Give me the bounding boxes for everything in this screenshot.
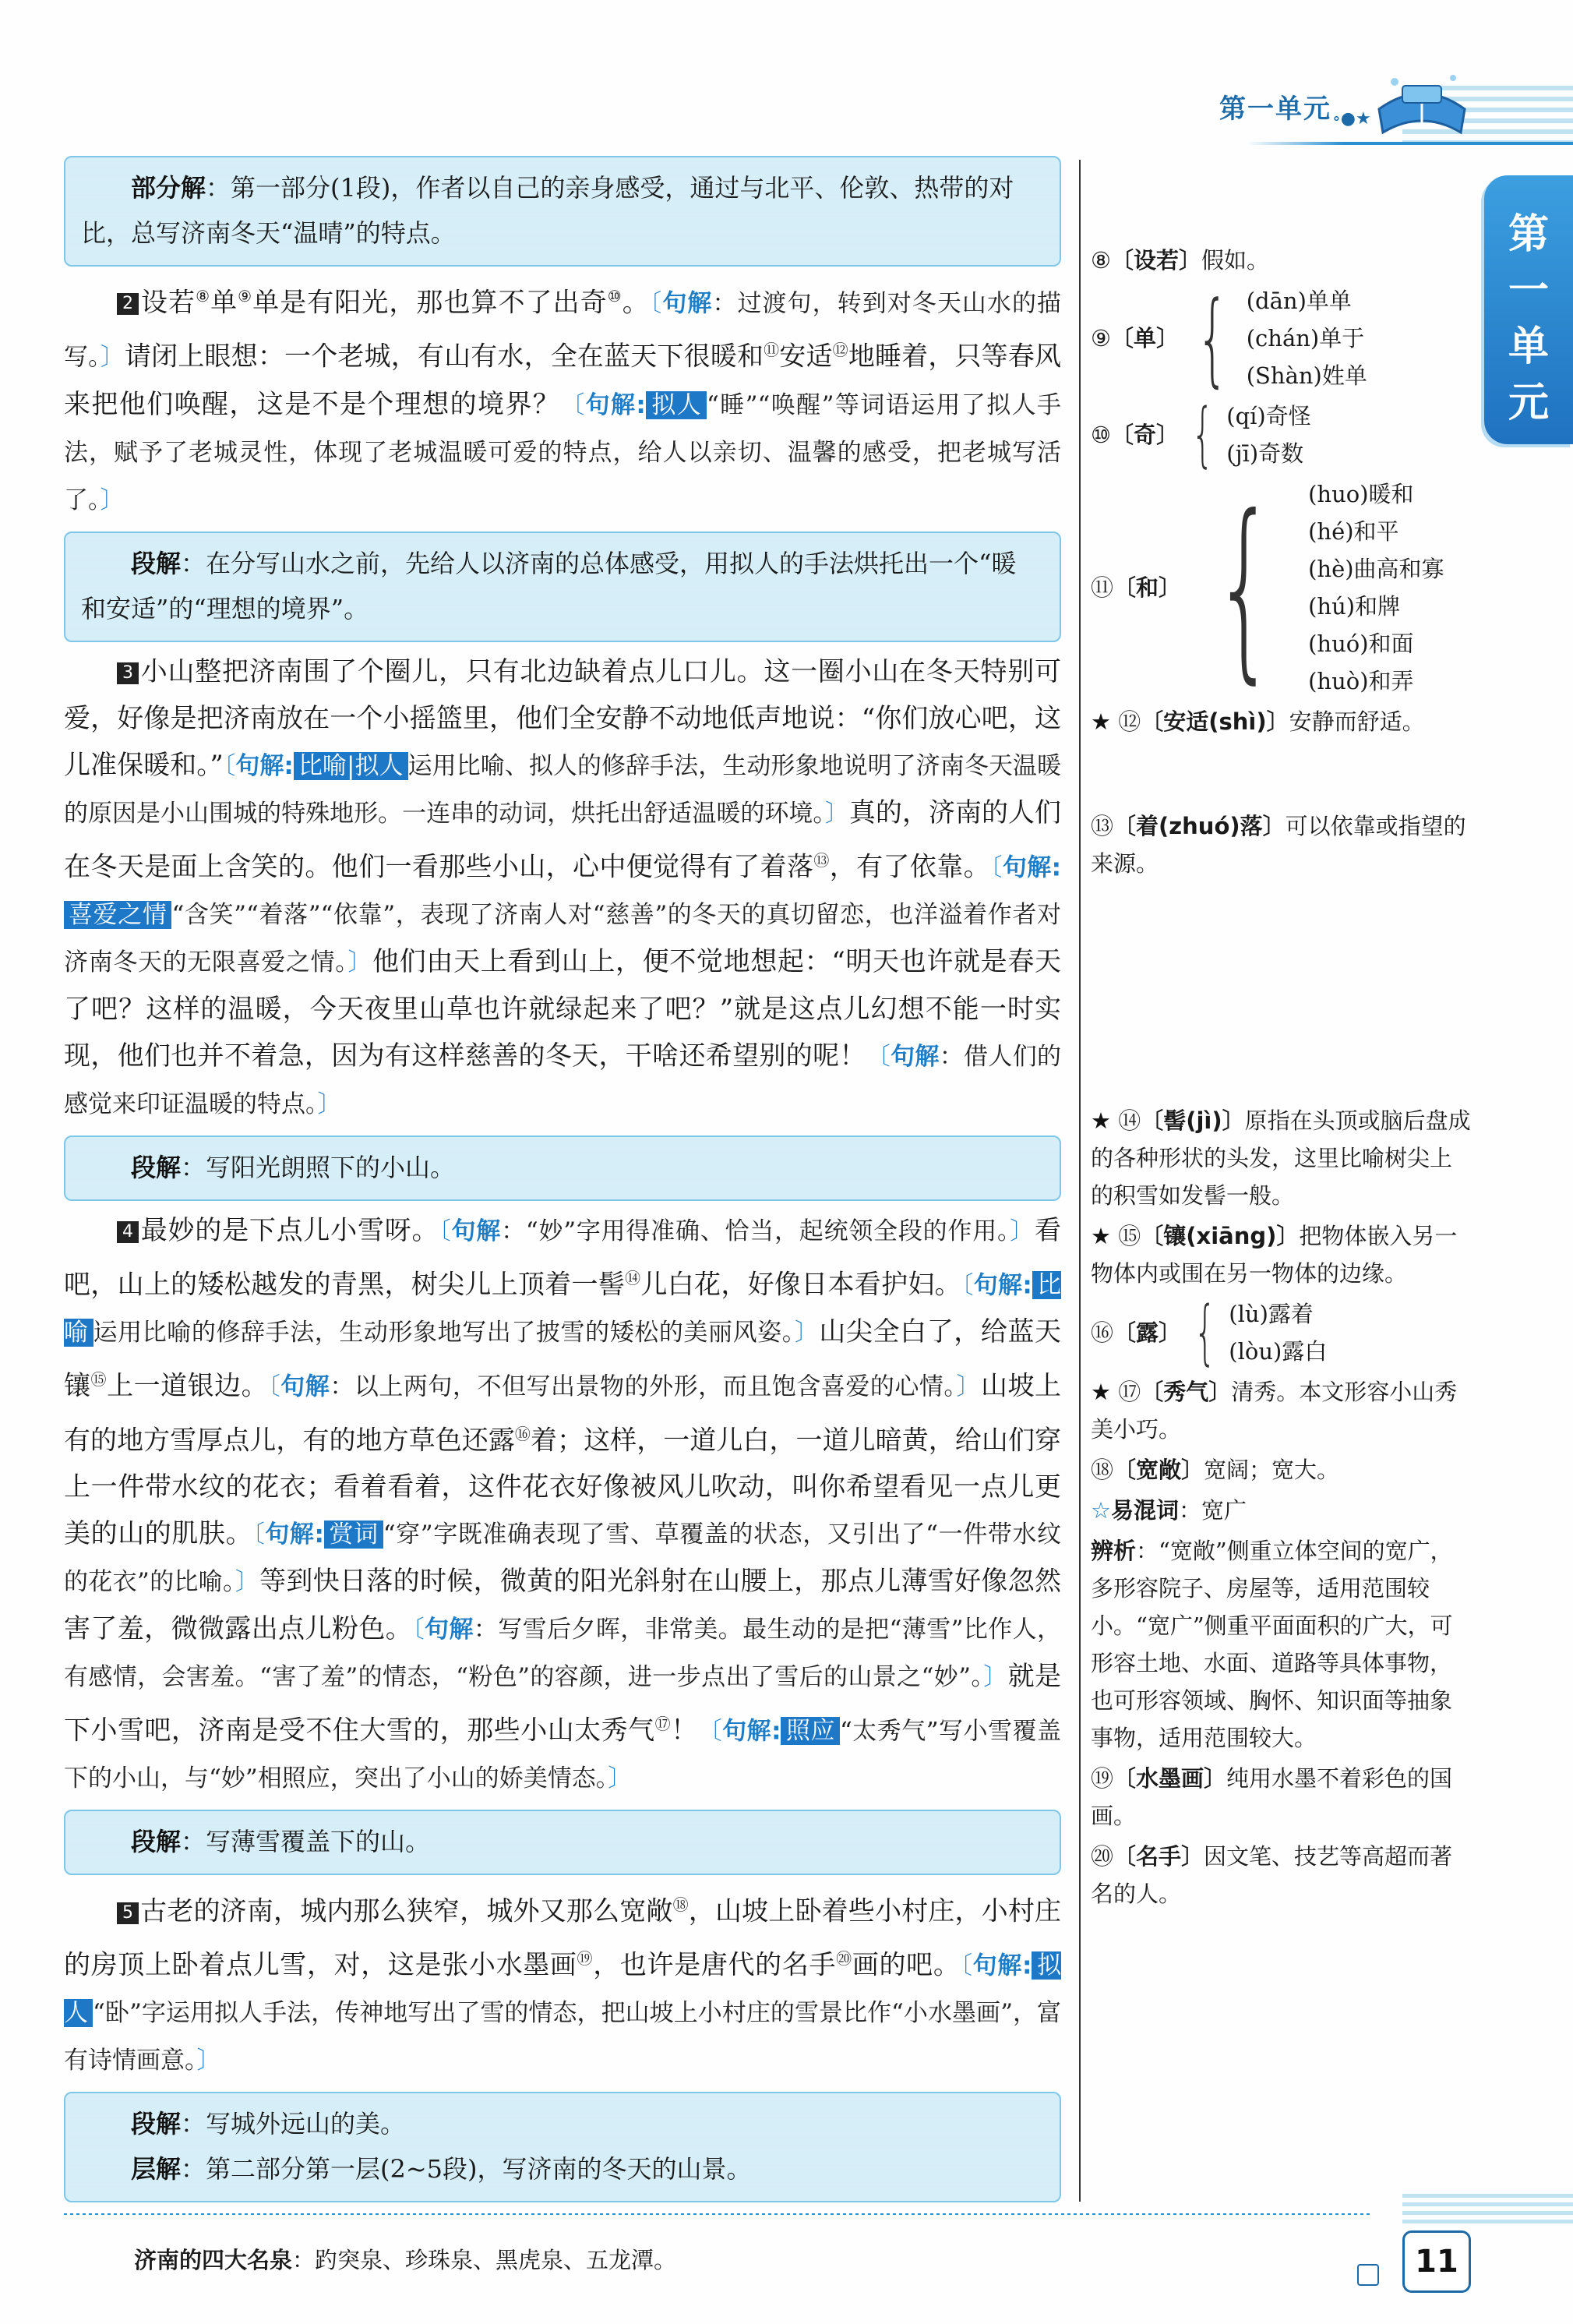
page-number: 11 [1402, 2230, 1471, 2293]
paragraph-number: 3 [117, 662, 139, 684]
reading-item: (hú)和牌 [1308, 593, 1401, 620]
hollow-star-icon: ☆ [1091, 1497, 1111, 1524]
paragraph-number: 2 [117, 293, 139, 315]
reading-item: (dān)单单 [1246, 288, 1352, 314]
main-text-column [64, 156, 1061, 2209]
annotation-label: 句解 [451, 1217, 502, 1245]
reading-item: (chán)单于 [1246, 325, 1365, 351]
unit-title: 第一单元 [1219, 94, 1331, 125]
vocabulary-notes [1091, 242, 1472, 1916]
note-9 [1091, 279, 1472, 397]
technique-tag: 拟人 [646, 391, 707, 419]
note-20 [1091, 1838, 1472, 1913]
confusable-word [1091, 1492, 1472, 1529]
annotation-label: 句解 [235, 751, 284, 780]
note-index: ⑮ [1118, 1223, 1141, 1249]
page-marker-icon [1357, 2264, 1379, 2286]
annotation-label: 句解 [662, 289, 713, 318]
note-index: ⑧ [1091, 247, 1111, 274]
paragraph-number: 5 [117, 1902, 139, 1924]
brace-icon: { [1213, 474, 1276, 701]
paragraph-number: 4 [117, 1221, 139, 1243]
footnote-ref[interactable]: ⑱ [672, 1895, 689, 1915]
text: 着；这样，一道儿白，一道儿暗黄，给山们穿上一件带水纹的花衣；看着看着，这件花衣好像被风儿吹动，叫你希望看见一点儿更美的山的肌肤。 [64, 1424, 1062, 1549]
paragraph-analysis-box [64, 1810, 1061, 1875]
footnote-ref[interactable]: ⑭ [625, 1268, 641, 1287]
sentence-annotation: 〔句解：写雪后夕晖，非常美。最生动的是把“薄雪”比作人，有感情，会害羞。“害了羞”的情态，“粉色”的容颜，进一步点出了雪后的山景之“妙”。〕 [64, 1615, 1062, 1691]
note-label: 易混词 [1111, 1497, 1180, 1524]
note-word: 〔髻(jì)〕 [1141, 1107, 1245, 1134]
text: 儿白花，好像日本看护妇。 [640, 1269, 961, 1301]
footnote-ref[interactable]: ⑮ [90, 1370, 108, 1390]
note-index: ⑨ [1091, 325, 1111, 351]
side-tab-label: 第一单元 [1508, 211, 1549, 426]
sentence-annotation: 〔句解: 比喻 运用比喻的修辞手法，生动形象地写出了披雪的矮松的美丽风姿。〕 [64, 1271, 1062, 1347]
annotation-text: ：以上两句，不但写出景物的外形，而且饱含喜爱的心情。 [330, 1372, 957, 1401]
footnote-ref[interactable]: ⑰ [654, 1714, 672, 1733]
technique-tag: 照应 [781, 1717, 839, 1745]
annotation-text: “穿”字既准确表现了雪、草覆盖的状态，又引出了“一件带水纹的花衣”的比喻。 [64, 1520, 1062, 1596]
box-label: 段解 [131, 1152, 182, 1182]
star-icon: ★ [1091, 1379, 1111, 1405]
annotation-text: “太秀气”写小雪覆盖下的小山，与“妙”相照应，突出了小山的娇美情态。 [64, 1717, 1061, 1793]
note-index: ⑪ [1091, 574, 1114, 601]
box-text: ：写城外远山的美。 [181, 2108, 406, 2139]
text: ，有了依靠。 [829, 850, 990, 882]
text: 地睡着，只等春风来把他们唤醒，这是不是个理想的境界？ [64, 341, 1062, 420]
box-text: ：写薄雪覆盖下的山。 [181, 1827, 431, 1857]
reading-item: (huó)和面 [1308, 630, 1414, 657]
footnote-ref[interactable]: ⑯ [514, 1424, 531, 1443]
note-10 [1091, 394, 1472, 475]
reading-item: (huò)和弄 [1308, 668, 1414, 694]
box-label: 段解 [131, 548, 182, 578]
annotation-text: ：借人们的感觉来印证温暖的特点。 [64, 1042, 1062, 1118]
sentence-annotation: 〔句解：“妙”字用得准确、恰当，起统领全段的作用。〕 [439, 1217, 1035, 1245]
word-analysis [1091, 1532, 1472, 1757]
sentence-annotation: 〔句解：以上两句，不但写出景物的外形，而且饱含喜爱的心情。〕 [268, 1372, 981, 1401]
note-8 [1091, 242, 1472, 279]
part-analysis-box [64, 156, 1061, 267]
note-text: 原指在头顶或脑后盘成的各种形状的头发，这里比喻树尖上的积雪如发髻一般。 [1091, 1107, 1471, 1209]
note-word: 〔单〕 [1111, 325, 1180, 351]
annotation-label: 句解 [265, 1520, 315, 1549]
text: 山尖全白了，给蓝天镶 [64, 1316, 1062, 1402]
footnote-ref[interactable]: ⑲ [577, 1948, 594, 1968]
box-label: 段解 [131, 2108, 182, 2139]
note-text: ：“宽敞”侧重立体空间的宽广，多形容院子、房屋等，适用范围较小。“宽广”侧重平面面积的广大，可形容土地、水面、道路等具体事物，也可形容领域、胸怀、知识面等抽象事物，适用范围较大。 [1091, 1538, 1453, 1751]
paragraph-3 [64, 648, 1061, 1128]
note-word: 〔奇〕 [1111, 422, 1180, 448]
text: 画的吧。 [852, 1948, 961, 1980]
note-word: 〔宽敞〕 [1113, 1457, 1204, 1483]
text: ！ [671, 1715, 698, 1747]
note-text: ：宽广 [1179, 1497, 1247, 1524]
text: 安适 [779, 341, 833, 373]
note-index: ⑯ [1091, 1319, 1114, 1346]
box-row [81, 2101, 1038, 2146]
text: 单 [210, 287, 238, 319]
note-index: ⑭ [1118, 1107, 1141, 1134]
note-text: 安静而舒适。 [1289, 708, 1425, 735]
text: 。 [622, 287, 650, 319]
note-11 [1091, 475, 1472, 700]
footnote-ref[interactable]: ⑨ [238, 287, 253, 306]
reading-item: (hè)曲高和寡 [1308, 556, 1444, 582]
paragraph-analysis-box [64, 532, 1061, 642]
note-15 [1091, 1217, 1472, 1292]
header-dots: ∘●★ [1332, 109, 1371, 129]
box-text: ：第二部分第一层(2~5段)，写济南的冬天的山景。 [181, 2153, 752, 2184]
text: 最妙的是下点儿小雪呀。 [140, 1214, 439, 1246]
note-text: 可以依靠或指望的来源。 [1091, 813, 1466, 877]
note-index: ⑫ [1118, 708, 1141, 735]
box-label: 部分解 [131, 173, 206, 203]
reading-item: (lòu)露白 [1229, 1338, 1328, 1365]
note-index: ⑬ [1091, 813, 1114, 839]
text: 他们由天上看到山上，便不觉地想起：“明天也许就是春天了吧？这样的温暖，今天夜里山草也许就绿起来了吧？”就是这点儿幻想不能一时实现，他们也并不着急，因为有这样慈善的冬天，干啥还希望别的呢！ [64, 945, 1062, 1072]
reading-item: (Shàn)姓单 [1246, 362, 1367, 389]
annotation-text: 运用比喻的修辞手法，生动形象地写出了披雪的矮松的美丽风姿。 [93, 1319, 795, 1347]
box-label: 段解 [131, 1827, 182, 1857]
unit-side-tab[interactable] [1484, 175, 1573, 444]
box-text: ：第一部分(1段)，作者以自己的亲身感受，通过与北平、伦敦、热带的对比，总写济南冬天“温晴”的特点。 [81, 173, 1014, 248]
note-word: 〔镶(xiāng)〕 [1141, 1223, 1300, 1249]
reading-item: (hé)和平 [1308, 518, 1399, 545]
footnote-ref[interactable]: ⑪ [764, 341, 780, 360]
note-14 [1091, 1102, 1472, 1214]
footer-rule [64, 2213, 1373, 2215]
annotation-text: ：过渡句，转到对冬天山水的描写。 [64, 289, 1062, 372]
annotation-label: 句解 [280, 1372, 330, 1401]
text: 小山整把济南围了个圈儿，只有北边缺着点儿口儿。这一圈小山在冬天特别可爱，好像是把济南放在一个小摇篮里，他们全安静不动地低声地说：“你们放心吧，这儿准保暖和。” [64, 655, 1061, 781]
note-index: ⑩ [1091, 422, 1111, 448]
footnote-ref[interactable]: ⑬ [813, 850, 830, 870]
sentence-annotation: 〔句解: 照应 “太秀气”写小雪覆盖下的小山，与“妙”相照应，突出了小山的娇美情态。〕 [64, 1717, 1061, 1793]
text: 上一道银边。 [107, 1370, 269, 1402]
footer-stripes [1402, 2194, 1573, 2225]
sentence-annotation: 〔句解: 拟人 “睡”“唤醒”等词语运用了拟人手法，赋予了老城灵性，体现了老城温暖可爱的特点，给人以亲切、温馨的感受，把老城写活了。〕 [64, 390, 1062, 514]
text: 单是有阳光，那也算不了出奇 [252, 287, 608, 319]
box-text: ：在分写山水之前，先给人以济南的总体感受，用拟人的手法烘托出一个“暖和安适”的“理想的境界”。 [81, 548, 1017, 623]
annotation-label: 句解 [425, 1615, 474, 1644]
reading-item: (lù)露着 [1229, 1301, 1314, 1327]
paragraph-5 [64, 1881, 1061, 2084]
note-word: 〔和〕 [1113, 574, 1182, 601]
brace-icon: { [1194, 1291, 1216, 1373]
annotation-text: “含笑”“着落”“依靠”，表现了济南人对“慈善”的冬天的真切留恋，也洋溢着作者对济南冬天的无限喜爱之情。 [64, 900, 1061, 977]
text: 看吧，山上的矮松越发的青黑，树尖儿上顶着一髻 [64, 1214, 1062, 1301]
note-label: 辨析 [1091, 1538, 1137, 1564]
annotation-label: 句解 [972, 1951, 1022, 1980]
note-12 [1091, 703, 1472, 740]
annotation-label: 句解 [891, 1042, 940, 1071]
sentence-annotation: 〔句解: 拟人 “卧”字运用拟人手法，传神地写出了雪的情态，把山坡上小村庄的雪景比作“小水墨画”，富有诗情画意。〕 [64, 1951, 1062, 2075]
annotation-label: 句解 [585, 390, 637, 419]
column-divider [1079, 160, 1081, 2202]
note-17 [1091, 1373, 1472, 1448]
sentence-annotation: 〔句解：过渡句，转到对冬天山水的描写。〕 [64, 289, 1062, 372]
note-text: 假如。 [1201, 247, 1270, 274]
reading-item: (huo)暖和 [1308, 481, 1414, 507]
note-word: 〔安适(shì)〕 [1141, 708, 1289, 735]
text: ，山坡上卧着些小村庄，小村庄的房顶上卧着点儿雪，对，这是张小水墨画 [64, 1895, 1062, 1980]
paragraph-analysis-box [64, 1136, 1061, 1201]
note-18 [1091, 1451, 1472, 1489]
note-13 [1091, 807, 1472, 882]
footnote-ref[interactable]: ⑫ [832, 341, 848, 360]
note-text: 把物体嵌入另一物体内或围在另一物体的边缘。 [1091, 1223, 1458, 1287]
annotation-label: 句解 [973, 1271, 1023, 1300]
text: 真的，济南的人们在冬天是面上含笑的。他们一看那些小山，心中便觉得有了着落 [64, 796, 1062, 882]
brace-icon: { [1191, 394, 1214, 475]
annotation-text: 运用比喻、拟人的修辞手法，生动形象地说明了济南冬天温暖的原因是小山围城的特殊地形。一连串的动词，烘托出舒适温暖的环境。 [64, 751, 1061, 828]
note-index: ⑰ [1118, 1379, 1141, 1405]
note-word: 〔着(zhuó)落〕 [1113, 813, 1286, 839]
text: 就是下小雪吧，济南是受不住大雪的，那些小山太秀气 [64, 1660, 1062, 1747]
note-index: ⑱ [1091, 1457, 1114, 1483]
note-word: 〔设若〕 [1111, 247, 1202, 274]
technique-tag: 赏词 [324, 1520, 383, 1549]
annotation-text: ：“妙”字用得准确、恰当，起统领全段的作用。 [501, 1217, 1010, 1245]
annotation-label: 句解 [722, 1717, 772, 1746]
book-logo-icon [1371, 62, 1472, 140]
box-text: ：写阳光朗照下的小山。 [181, 1152, 456, 1182]
reading-item: (jī)奇数 [1226, 440, 1304, 467]
text: 山坡上有的地方雪厚点儿，有的地方草色还露 [64, 1370, 1062, 1456]
reading-item: (qí)奇怪 [1226, 403, 1311, 429]
annotation-text: ：写雪后夕晖，非常美。最生动的是把“薄雪”比作人，有感情，会害羞。“害了羞”的情态，“粉色”的容颜，进一步点出了雪后的山景之“妙”。 [64, 1615, 1062, 1691]
note-word: 〔名手〕 [1113, 1843, 1204, 1870]
note-index: ⑲ [1091, 1765, 1114, 1792]
sentence-annotation: 〔句解:喜爱之情 “含笑”“着落”“依靠”，表现了济南人对“慈善”的冬天的真切留恋，也洋溢着作者对济南冬天的无限喜爱之情。〕 [64, 853, 1062, 977]
sentence-annotation: 〔句解: 赏词 “穿”字既准确表现了雪、草覆盖的状态，又引出了“一件带水纹的花衣”的比喻。〕 [64, 1520, 1062, 1596]
note-text: 清秀。本文形容小山秀美小巧。 [1091, 1379, 1458, 1443]
note-index: ⑳ [1091, 1843, 1114, 1870]
footnote-ref[interactable]: ⑳ [836, 1948, 852, 1968]
technique-tag: 比喻 [64, 1271, 1062, 1347]
note-text: 宽阔；宽大。 [1204, 1457, 1340, 1483]
paragraph-and-layer-analysis-box [64, 2092, 1061, 2202]
box-label: 层解 [131, 2153, 182, 2184]
text: 古老的济南，城内那么狭窄，城外又那么宽敞 [140, 1895, 673, 1927]
footnote-ref[interactable]: ⑩ [607, 287, 622, 306]
note-word: 〔秀气〕 [1141, 1379, 1232, 1405]
footer-label: 济南的四大名泉 [134, 2247, 293, 2273]
annotation-label: 句解 [1002, 853, 1052, 881]
technique-tag: 比喻|拟人 [294, 752, 408, 780]
text: 设若 [140, 287, 196, 319]
note-text: 纯用水墨不着彩色的国画。 [1091, 1765, 1453, 1829]
footer-fact [134, 2243, 676, 2275]
footnote-ref[interactable]: ⑧ [196, 287, 211, 306]
note-19 [1091, 1760, 1472, 1835]
box-row [81, 2146, 1038, 2192]
text: 请闭上眼想：一个老城，有山有水，全在蓝天下很暖和 [125, 341, 764, 373]
text: 等到快日落的时候，微黄的阳光斜射在山腰上，那点儿薄雪好像忽然害了羞，微微露出点儿粉色。 [64, 1565, 1062, 1644]
star-icon: ★ [1091, 708, 1111, 735]
note-word: 〔水墨画〕 [1113, 1765, 1227, 1792]
text: ，也许是唐代的名手 [593, 1948, 837, 1980]
header-rule [1247, 142, 1573, 145]
note-16 [1091, 1291, 1472, 1373]
sentence-annotation: 〔句解：借人们的感觉来印证温暖的特点。〕 [64, 1042, 1062, 1118]
annotation-text: “卧”字运用拟人手法，传神地写出了雪的情态，把山坡上小村庄的雪景比作“小水墨画”，富有诗情画意。 [64, 1998, 1062, 2075]
footer-text: ：趵突泉、珍珠泉、黑虎泉、五龙潭。 [292, 2247, 677, 2273]
technique-tag: 喜爱之情 [64, 901, 171, 929]
paragraph-2 [64, 273, 1061, 524]
brace-icon: { [1196, 279, 1229, 397]
annotation-text: “睡”“唤醒”等词语运用了拟人手法，赋予了老城灵性，体现了老城温暖可爱的特点，给人以亲切、温馨的感受，把老城写活了。 [64, 390, 1062, 514]
note-text: 因文笔、技艺等高超而著名的人。 [1091, 1843, 1453, 1907]
technique-tag: 拟人 [64, 1951, 1062, 2027]
star-icon: ★ [1091, 1223, 1111, 1249]
star-icon: ★ [1091, 1107, 1111, 1134]
sentence-annotation: 〔句解: 比喻|拟人 运用比喻、拟人的修辞手法，生动形象地说明了济南冬天温暖的原因是小山围城的特殊地形。一连串的动词，烘托出舒适温暖的环境。〕 [64, 751, 1061, 828]
paragraph-4 [64, 1207, 1061, 1802]
note-word: 〔露〕 [1113, 1319, 1182, 1346]
